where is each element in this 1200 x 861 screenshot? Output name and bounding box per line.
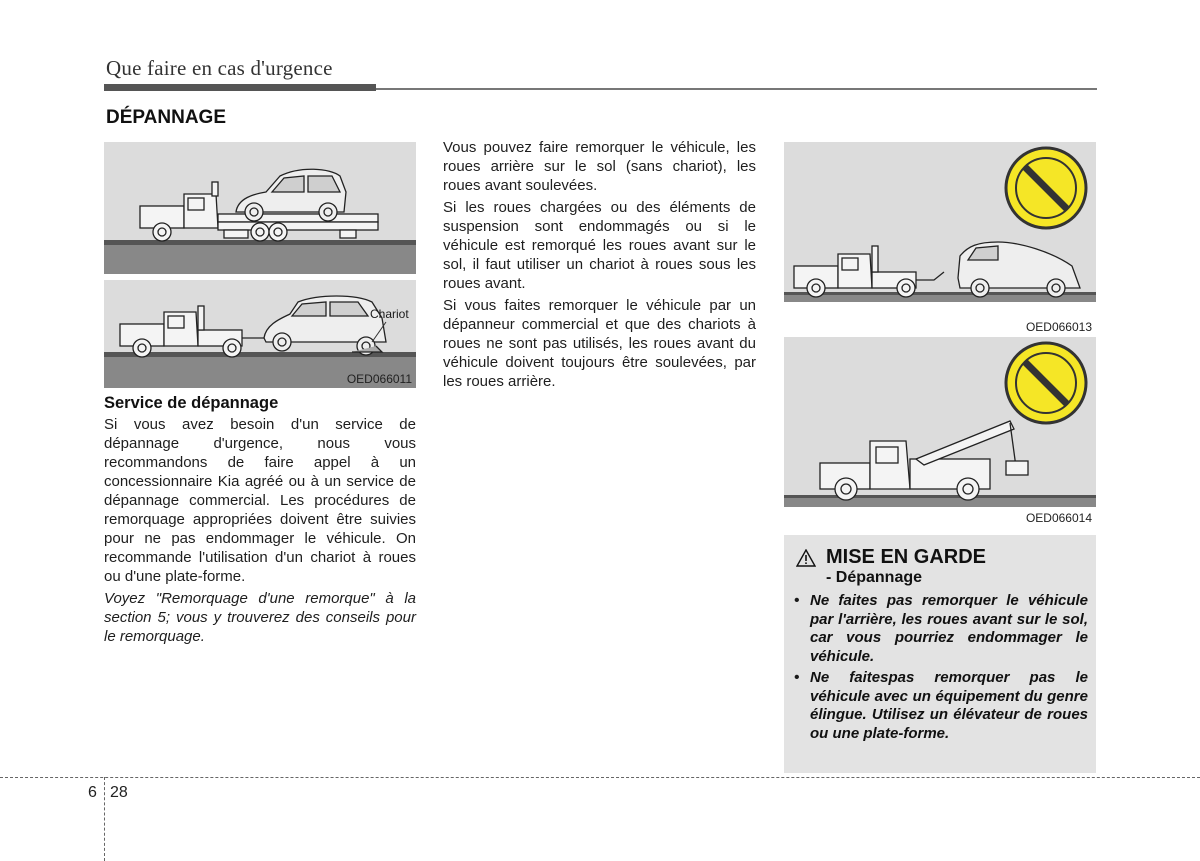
chapter-number: 6 xyxy=(88,784,97,801)
service-title: Service de dépannage xyxy=(104,394,279,412)
service-note: Voyez "Remorquage d'une remorque" à la section 5; vous y trouverez des conseils pour le remorquage. xyxy=(104,590,416,645)
section-title: DÉPANNAGE xyxy=(106,107,226,128)
figure-prohibited-sling-tow xyxy=(784,337,1096,527)
footer-margin-rule xyxy=(104,777,105,861)
warning-item: • Ne faitespas remorquer pas le véhicule avec un équipement du genre élingue. Utilisez un élévateur de roues ou une plate-forme. xyxy=(794,669,1088,742)
service-body: Si vous avez besoin d'un service de dépannage d'urgence, nous vous recommandons de faire appel à un concessionnaire Kia agréé ou à un service de dépannage commercial. Les procédures de remorquage appropriées doivent être suivies pour ne pas endommager le véhicule. On recommande l'utilisation d'un chariot à roues ou d'une plate-forme. xyxy=(104,416,416,585)
warning-subtitle: - Dépannage xyxy=(826,569,923,586)
service-section xyxy=(104,394,416,646)
header-rule xyxy=(376,88,1097,90)
dolly-label: Chariot xyxy=(370,307,409,321)
middle-column xyxy=(443,138,756,391)
figure-flatbed-and-dolly xyxy=(104,142,416,388)
figure-code: OED066014 xyxy=(1025,511,1092,525)
figure-prohibited-rear-tow xyxy=(784,142,1096,335)
footer-rule xyxy=(0,777,1200,778)
header-rule-accent xyxy=(104,84,376,91)
paragraph-commercial-tow: Si vous faites remorquer le véhicule par un dépanneur commercial et que des chariots à roues ne sont pas utilisés, les roues avant du véhicule doivent toujours être soulevées, par les roues arrière. xyxy=(443,297,756,390)
warning-item: • Ne faites pas remorquer le véhicule par l'arrière, les roues avant sur le sol, car vous pourriez endommager le véhicule. xyxy=(794,592,1088,665)
page-number: 28 xyxy=(110,784,128,801)
figure-code: OED066013 xyxy=(1025,320,1092,334)
warning-triangle-icon xyxy=(796,549,816,572)
bullet: • xyxy=(794,669,800,686)
figure-code: OED066011 xyxy=(346,372,412,386)
chapter-title: Que faire en cas d'urgence xyxy=(106,56,333,80)
paragraph-wheels-lifted: Vous pouvez faire remorquer le véhicule, les roues arrière sur le sol (sans chariot), les roues avant soulevées. xyxy=(443,139,756,194)
warning-box xyxy=(784,535,1096,773)
paragraph-dolly: Si les roues chargées ou des éléments de suspension sont endommagés ou si le véhicule est remorqué les roues avant sur le sol, il faut utiliser un chariot à roues sous les roues avant. xyxy=(443,199,756,292)
bullet: • xyxy=(794,592,800,609)
warning-title: MISE EN GARDE xyxy=(826,546,987,568)
